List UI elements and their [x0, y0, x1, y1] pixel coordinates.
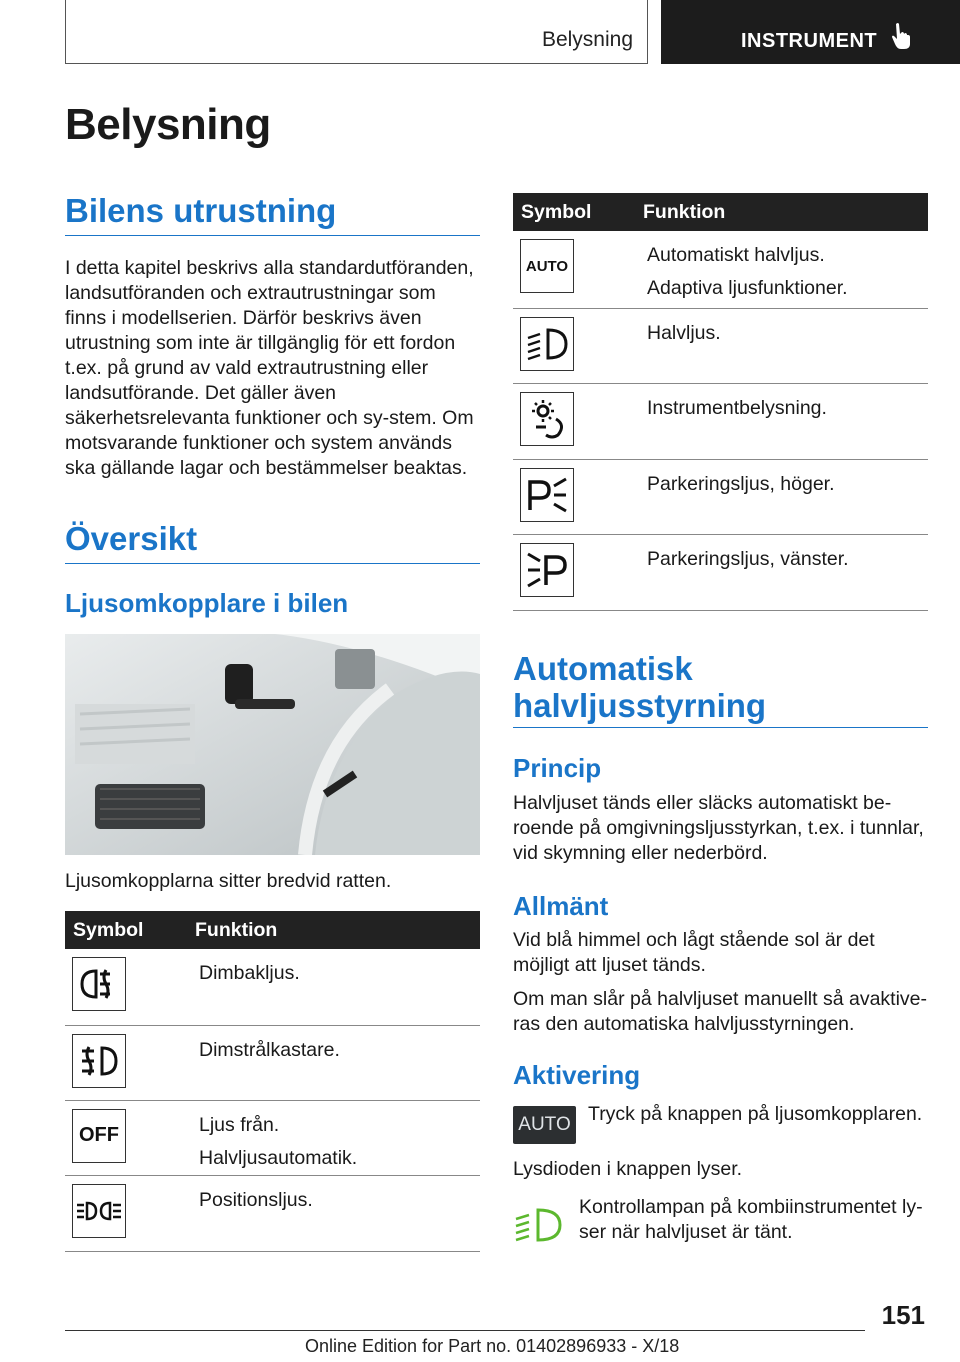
- position-light-icon: [75, 1196, 123, 1226]
- light-switch-photo: [65, 634, 480, 855]
- table-row: [513, 459, 928, 534]
- auto-heading-line1: Automatisk: [513, 650, 693, 687]
- table-header-symbol: Symbol: [513, 193, 635, 231]
- activation-text: Tryck på knappen på ljusomkopplaren.: [588, 1103, 923, 1125]
- general-heading: Allmänt: [513, 891, 609, 921]
- low-beam-icon: [524, 324, 570, 364]
- function-text: Halvljusautomatik.: [199, 1146, 358, 1169]
- table-header-function: Funktion: [635, 193, 928, 231]
- function-text: Automatiskt halvljus.: [647, 244, 825, 266]
- table-row: [513, 534, 928, 610]
- table-row: [65, 1100, 480, 1175]
- table-row: [65, 949, 480, 1025]
- indicator-text: Kontrollampan på kombiinstrumentet ly-ser när halvljuset är tänt.: [579, 1196, 923, 1243]
- table-row: [513, 308, 928, 383]
- auto-heading-line2: halvljusstyrning: [513, 687, 767, 724]
- principle-text: Halvljuset tänds eller släcks automatiskt be-roende på omgivningsljusstyrkan, t.ex. i tunnlar, vid skymning eller nederbörd.: [513, 792, 924, 864]
- equipment-heading: Bilens utrustning: [65, 192, 337, 229]
- header-section-label: Belysning: [541, 28, 633, 51]
- left-symbol-table: [65, 911, 480, 1252]
- footer-edition: Online Edition for Part no. 01402896933 - X/18: [305, 1336, 680, 1356]
- equipment-rule: [65, 235, 480, 236]
- auto-icon: AUTO: [525, 257, 569, 275]
- function-text: Parkeringsljus, höger.: [647, 472, 835, 495]
- header-chapter-tab: [661, 0, 960, 64]
- equipment-text: I detta kapitel beskrivs alla standardutföranden, landsutföranden och extrautrustningar som finns i modellserien. Därför beskrivs även utrustning som inte är tillgänglig för ett fordon t.ex. på grund av vald extrautrustning eller landsutförande. Det gäller även säkerhetsrelevanta funktioner och sy-stem. Om motsvarande funktioner och system används ska gällande lagar och bestämmelser beaktas.: [65, 257, 474, 479]
- table-row: [513, 383, 928, 459]
- page-number: 151: [881, 1300, 925, 1330]
- auto-button-label: AUTO: [518, 1114, 571, 1135]
- table-header-function: Funktion: [187, 911, 480, 949]
- rear-fog-light-icon: [76, 964, 122, 1004]
- table-row: [513, 231, 928, 308]
- front-fog-light-icon: [76, 1041, 122, 1081]
- footer-rule: [65, 1330, 865, 1331]
- page-title: Belysning: [65, 100, 271, 149]
- general-text-1: Vid blå himmel och lågt stående sol är det möjligt att ljuset tänds.: [513, 929, 875, 976]
- function-text: Ljus från.: [199, 1113, 280, 1136]
- function-text: Dimbakljus.: [199, 962, 300, 984]
- overview-subheading: Ljusomkopplare i bilen: [65, 588, 349, 618]
- header-section-tab: [65, 0, 648, 64]
- auto-button-icon: [513, 1106, 576, 1144]
- pointing-hand-icon: [891, 22, 913, 50]
- auto-rule: [513, 727, 928, 728]
- instrument-lighting-icon: [524, 397, 570, 441]
- low-beam-indicator-icon: [514, 1205, 564, 1247]
- function-text: Positionsljus.: [199, 1188, 313, 1211]
- function-text: Halvljus.: [647, 321, 721, 344]
- parking-light-left-icon: [524, 549, 570, 591]
- table-row: [65, 1025, 480, 1100]
- function-text: Dimstrålkastare.: [199, 1038, 340, 1061]
- led-text: Lysdioden i knappen lyser.: [513, 1158, 743, 1180]
- function-text: Adaptiva ljusfunktioner.: [647, 277, 848, 299]
- right-symbol-table: [513, 193, 928, 611]
- table-header-symbol: Symbol: [65, 911, 187, 949]
- auto-heading: [513, 650, 766, 724]
- activation-heading: Aktivering: [513, 1060, 641, 1090]
- table-row: [65, 1175, 480, 1251]
- function-text: Instrumentbelysning.: [647, 396, 827, 419]
- off-icon: OFF: [79, 1124, 119, 1146]
- overview-heading: Översikt: [65, 520, 198, 557]
- photo-caption: Ljusomkopplarna sitter bredvid ratten.: [65, 870, 392, 892]
- header-chapter-label: INSTRUMENT: [741, 30, 878, 52]
- general-text-2: Om man slår på halvljuset manuellt så avaktive-ras den automatiska halvljusstyrningen.: [513, 988, 928, 1035]
- overview-rule: [65, 563, 480, 564]
- parking-light-right-icon: [524, 474, 570, 516]
- function-text: Parkeringsljus, vänster.: [647, 547, 849, 570]
- principle-heading: Princip: [513, 753, 602, 783]
